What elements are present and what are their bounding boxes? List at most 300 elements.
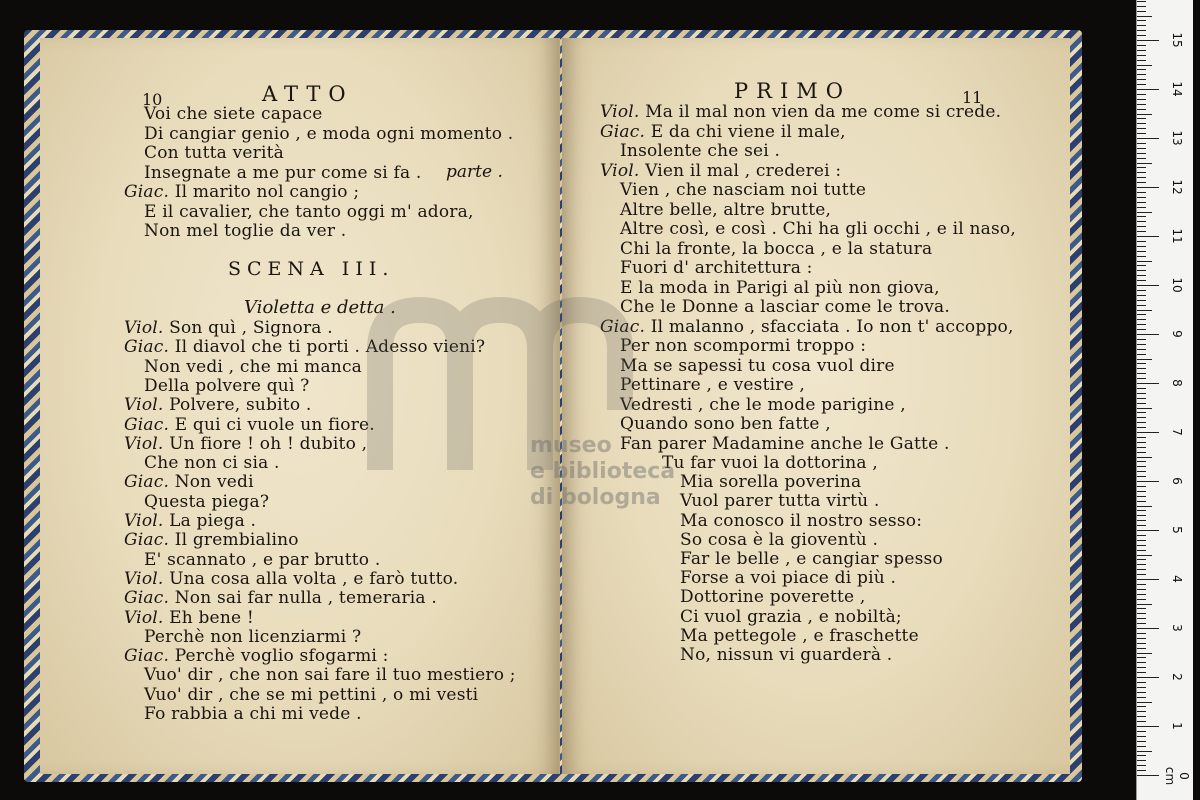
line-text: Polvere, subito . [169, 395, 312, 416]
line-text: Con tutta verità [144, 143, 284, 163]
left-page-number: 10 [142, 90, 163, 109]
ruler-tick [1137, 716, 1146, 717]
speaker-label: Viol. [124, 568, 164, 589]
scene-cast: Violetta e detta . [244, 297, 396, 318]
ruler-tick [1137, 324, 1146, 325]
ruler-tick [1137, 138, 1159, 139]
ruler-tick [1137, 123, 1146, 124]
ruler-tick [1137, 192, 1146, 193]
ruler-tick [1137, 226, 1146, 227]
ruler-tick [1137, 251, 1146, 252]
ruler-tick [1137, 672, 1146, 673]
line-text: Altre belle, altre brutte, [620, 199, 832, 220]
text-line [620, 336, 866, 356]
line-text: Altre così, e così . Chi ha gli occhi , e il naso, [620, 219, 1016, 239]
ruler-tick [1137, 736, 1146, 737]
ruler-tick [1137, 677, 1159, 678]
ruler-tick [1137, 378, 1146, 379]
ruler-tick [1137, 368, 1146, 369]
ruler-tick [1137, 608, 1146, 609]
ruler-tick [1137, 118, 1146, 119]
line-text: Vien , che nasciam noi tutte [620, 180, 867, 200]
ruler-tick [1137, 584, 1146, 585]
ruler-tick [1137, 613, 1146, 614]
ruler-tick [1137, 261, 1152, 262]
text-line [144, 492, 269, 512]
line-text: E il cavalier, che tanto oggi m' adora, [144, 201, 474, 222]
text-line [144, 104, 323, 124]
ruler-tick [1137, 648, 1146, 649]
speaker-label: Viol. [124, 395, 164, 416]
text-line [620, 219, 1016, 239]
line-text: Non mel toglie da ver . [144, 221, 347, 241]
ruler-tick [1137, 25, 1146, 26]
text-line [620, 258, 813, 278]
line-text: Vuo' dir , che non sai fare il tuo mestiero ; [144, 665, 516, 686]
ruler-tick [1137, 60, 1146, 61]
ruler-tick [1137, 599, 1146, 600]
text-line [620, 141, 780, 161]
ruler-tick [1137, 574, 1146, 575]
right-running-head: PRIMO [734, 79, 851, 103]
ruler-tick [1137, 354, 1146, 355]
ruler-tick [1137, 197, 1146, 198]
text-line [124, 182, 359, 202]
ruler-tick [1137, 339, 1146, 340]
ruler-label: 12 [1170, 179, 1184, 195]
text-line [124, 530, 299, 550]
ruler-tick [1137, 408, 1152, 409]
text-line [124, 434, 367, 454]
ruler-tick [1137, 11, 1146, 12]
ruler-tick [1137, 393, 1146, 394]
ruler-tick [1137, 65, 1152, 66]
ruler-tick [1137, 207, 1146, 208]
ruler-tick [1137, 506, 1152, 507]
ruler-tick [1137, 114, 1152, 115]
ruler-tick [1137, 373, 1146, 374]
ruler-tick [1137, 285, 1159, 286]
line-text: La piega . [169, 511, 257, 531]
line-text: Insolente che sei . [620, 141, 781, 161]
line-text: Che non ci sia . [144, 453, 280, 474]
ruler-tick [1137, 172, 1146, 173]
aria-line: Ma pettegole , e fraschette [680, 625, 919, 646]
ruler-tick [1137, 256, 1146, 257]
ruler-tick [1137, 515, 1146, 516]
ruler-tick [1137, 481, 1159, 482]
text-line [144, 143, 284, 163]
ruler-tick [1137, 501, 1146, 502]
ruler-tick [1137, 653, 1152, 654]
ruler-tick [1137, 461, 1146, 462]
line-text: Chi la fronte, la bocca , e la statura [620, 238, 933, 259]
text-line [144, 627, 361, 647]
text-line [124, 569, 458, 589]
line-text: Vuo' dir , che se mi pettini , o mi vesti [144, 684, 479, 705]
ruler-tick [1137, 437, 1146, 438]
ruler-tick [1137, 109, 1146, 110]
ruler-tick [1137, 275, 1146, 276]
ruler-tick [1137, 726, 1159, 727]
text-line [144, 550, 380, 570]
line-text: Fan parer Madamine anche le Gatte . [620, 433, 950, 454]
ruler-tick [1137, 265, 1146, 266]
speaker-label: Viol. [124, 511, 164, 531]
ruler-tick [1137, 510, 1146, 511]
line-text: Ma il mal non vien da me come si crede. [645, 102, 1002, 122]
text-line [620, 395, 906, 415]
ruler-tick [1137, 212, 1152, 213]
line-text: Voi che siete capace [144, 104, 323, 124]
ruler-tick [1137, 457, 1152, 458]
ruler-tick [1137, 319, 1146, 320]
ruler-tick [1137, 79, 1146, 80]
speaker-label: Giac. [124, 472, 170, 493]
line-text: Quando sono ben fatte , [620, 414, 831, 434]
measurement-ruler [1136, 0, 1193, 800]
ruler-tick [1137, 697, 1146, 698]
ruler-tick [1137, 442, 1146, 443]
aria-line: So cosa è la gioventù . [680, 529, 879, 550]
ruler-tick [1137, 202, 1146, 203]
ruler-tick [1137, 427, 1146, 428]
ruler-tick [1137, 344, 1146, 345]
line-text: Vien il mal , crederei : [645, 160, 842, 181]
ruler-tick [1137, 432, 1159, 433]
ruler-tick [1137, 290, 1146, 291]
line-text: Il malanno , sfacciata . Io non t' accoppo, [650, 316, 1014, 337]
ruler-tick [1137, 706, 1146, 707]
ruler-tick [1137, 550, 1146, 551]
ruler-tick [1137, 765, 1146, 766]
text-line [144, 685, 478, 705]
ruler-tick [1137, 158, 1146, 159]
ruler-tick [1137, 491, 1146, 492]
text-line [124, 395, 311, 415]
ruler-tick [1137, 133, 1146, 134]
text-line [620, 180, 866, 200]
stage-direction-parte: parte . [446, 162, 503, 182]
ruler-unit-label: 0 cm [1163, 766, 1191, 786]
watermark-line-2: e biblioteca [530, 459, 676, 484]
right-page-number: 11 [962, 88, 983, 107]
speaker-label: Viol. [124, 433, 164, 454]
ruler-tick [1137, 280, 1146, 281]
ruler-label: 15 [1170, 32, 1184, 48]
aria-line: Dottorine poverette , [680, 587, 866, 608]
text-line [144, 163, 422, 183]
ruler-tick [1137, 447, 1146, 448]
ruler-tick [1137, 349, 1146, 350]
ruler-tick [1137, 564, 1146, 565]
ruler-tick [1137, 305, 1146, 306]
text-line [620, 239, 932, 259]
aria-line: Mia sorella poverina [680, 472, 862, 493]
ruler-tick [1137, 721, 1146, 722]
ruler-tick [1137, 711, 1146, 712]
text-line [620, 200, 831, 220]
ruler-tick [1137, 216, 1146, 217]
line-text: Che le Donne a lasciar come le trova. [620, 297, 950, 317]
speaker-label: Viol. [600, 160, 640, 181]
speaker-label: Giac. [124, 414, 170, 435]
ruler-tick [1137, 104, 1146, 105]
ruler-label: 2 [1170, 673, 1184, 681]
text-line [124, 318, 333, 338]
line-text: Una cosa alla volta , e farò tutto. [169, 568, 459, 589]
aria-line: Far le belle , e cangiar spesso [680, 549, 943, 569]
aria-line: Ci vuol grazia , e nobiltà; [680, 606, 902, 627]
ruler-label: 9 [1170, 330, 1184, 338]
ruler-tick [1137, 74, 1146, 75]
text-line [620, 434, 950, 454]
line-text: Questa piega? [144, 491, 270, 512]
ruler-tick [1137, 417, 1146, 418]
ruler-tick [1137, 221, 1146, 222]
ruler-tick [1137, 755, 1146, 756]
ruler-tick [1137, 770, 1146, 771]
ruler-tick [1137, 422, 1146, 423]
speaker-label: Giac. [124, 530, 170, 551]
line-text: E da chi viene il male, [650, 121, 846, 142]
text-line [144, 376, 310, 396]
ruler-label: 13 [1170, 130, 1184, 146]
left-page [40, 38, 560, 774]
line-text: Perchè non licenziarmi ? [144, 626, 362, 647]
ruler-tick [1137, 702, 1152, 703]
ruler-tick [1137, 403, 1146, 404]
speaker-label: Viol. [600, 102, 640, 122]
line-text: E qui ci vuole un fiore. [174, 414, 375, 435]
ruler-tick [1137, 476, 1146, 477]
ruler-tick [1137, 692, 1146, 693]
aria-line: Tu far vuoi la dottorina , [662, 453, 878, 473]
ruler-tick [1137, 20, 1146, 21]
ruler-tick [1137, 295, 1146, 296]
aria-line: No, nissun vi guarderà . [680, 645, 893, 665]
speaker-label: Viol. [124, 607, 164, 628]
ruler-tick [1137, 1, 1146, 2]
ruler-tick [1137, 359, 1152, 360]
speaker-label: Giac. [124, 588, 170, 609]
ruler-tick [1137, 628, 1159, 629]
text-line [600, 161, 841, 181]
text-line [600, 122, 846, 142]
line-text: Della polvere quì ? [144, 375, 310, 396]
ruler-tick [1137, 643, 1146, 644]
line-text: Perchè voglio sfogarmi : [174, 646, 389, 667]
scene-heading: SCENA III. [228, 258, 395, 280]
text-line [124, 588, 437, 608]
text-line [124, 646, 389, 666]
ruler-tick [1137, 760, 1146, 761]
text-line [144, 202, 474, 222]
ruler-tick [1137, 6, 1146, 7]
ruler-tick [1137, 496, 1146, 497]
text-line [144, 704, 362, 724]
text-line [620, 375, 805, 395]
ruler-tick [1137, 50, 1146, 51]
ruler-tick [1137, 466, 1146, 467]
text-line [124, 608, 254, 628]
ruler-tick [1137, 241, 1146, 242]
ruler-tick [1137, 128, 1146, 129]
ruler-label: 10 [1170, 277, 1184, 293]
ruler-tick [1137, 559, 1146, 560]
ruler-tick [1137, 35, 1146, 36]
ruler-label: 1 [1170, 722, 1184, 730]
watermark-line-1: museo [530, 433, 612, 458]
ruler-tick [1137, 569, 1146, 570]
ruler-tick [1137, 94, 1146, 95]
line-text: Fuori d' architettura : [620, 258, 813, 278]
line-text: Di cangiar genio , e moda ogni momento . [144, 123, 514, 144]
text-line [620, 278, 940, 298]
right-page [562, 38, 1070, 774]
ruler-tick [1137, 471, 1146, 472]
text-line [620, 414, 831, 434]
line-text: E la moda in Parigi al più non giova, [620, 277, 940, 298]
speaker-label: Giac. [600, 316, 646, 337]
text-line [600, 317, 1014, 337]
ruler-tick [1137, 751, 1152, 752]
ruler-label: 8 [1170, 379, 1184, 387]
ruler-tick [1137, 143, 1146, 144]
speaker-label: Giac. [124, 646, 170, 667]
ruler-tick [1137, 579, 1159, 580]
ruler-tick [1137, 662, 1146, 663]
ruler-tick [1137, 300, 1146, 301]
ruler-tick [1137, 594, 1146, 595]
ruler-label: 4 [1170, 575, 1184, 583]
ruler-tick [1137, 555, 1152, 556]
line-text: Vedresti , che le mode parigine , [620, 394, 906, 415]
text-line [124, 511, 256, 531]
ruler-tick [1137, 633, 1146, 634]
ruler-tick [1137, 530, 1159, 531]
ruler-label: 6 [1170, 477, 1184, 485]
ruler-tick [1137, 687, 1146, 688]
line-text: Non sai far nulla , temeraria . [174, 588, 437, 609]
text-line [144, 357, 362, 377]
ruler-tick [1137, 657, 1146, 658]
ruler-tick [1137, 535, 1146, 536]
ruler-tick [1137, 412, 1146, 413]
ruler-tick [1137, 452, 1146, 453]
ruler-tick [1137, 177, 1146, 178]
aria-line: Vuol parer tutta virtù . [680, 491, 880, 512]
ruler-label: 14 [1170, 81, 1184, 97]
line-text: Non vedi [174, 472, 254, 493]
left-running-head: ATTO [262, 82, 354, 106]
line-text: Per non scompormi troppo : [620, 336, 867, 356]
ruler-tick [1137, 329, 1146, 330]
ruler-tick [1137, 314, 1146, 315]
ruler-tick [1137, 682, 1146, 683]
text-line [144, 124, 513, 144]
aria-line: Forse a voi piace di più . [680, 568, 897, 589]
ruler-tick [1137, 40, 1159, 41]
ruler-tick [1137, 388, 1146, 389]
line-text: Fo rabbia a chi mi vede . [144, 704, 362, 724]
ruler-tick [1137, 741, 1146, 742]
line-text: Il grembialino [174, 530, 299, 551]
ruler-tick [1137, 746, 1146, 747]
ruler-tick [1137, 84, 1146, 85]
ruler-tick [1137, 16, 1152, 17]
line-text: Ma se sapessi tu cosa vuol dire [620, 355, 895, 376]
line-text: Il diavol che ti porti . Adesso vieni? [174, 337, 486, 358]
line-text: E' scannato , e par brutto . [144, 549, 381, 570]
text-line [600, 102, 1001, 122]
line-text: Un fiore ! oh ! dubito , [169, 433, 368, 454]
ruler-tick [1137, 383, 1159, 384]
line-text: Il marito nol cangio ; [174, 182, 360, 202]
ruler-tick [1137, 167, 1146, 168]
ruler-tick [1137, 310, 1152, 311]
ruler-tick [1137, 153, 1146, 154]
line-text: Pettinare , e vestire , [620, 375, 806, 395]
text-line [144, 453, 280, 473]
ruler-tick [1137, 334, 1159, 335]
text-line [620, 297, 950, 317]
ruler-label: 5 [1170, 526, 1184, 534]
watermark-line-3: di bologna [530, 485, 661, 510]
ruler-label: 3 [1170, 624, 1184, 632]
text-line [124, 415, 375, 435]
speaker-label: Viol. [124, 318, 164, 338]
ruler-tick [1137, 231, 1146, 232]
text-line [144, 665, 516, 685]
ruler-tick [1137, 45, 1146, 46]
line-text: Non vedi , che mi manca [144, 356, 363, 377]
ruler-tick [1137, 667, 1146, 668]
ruler-tick [1137, 182, 1146, 183]
ruler-tick [1137, 363, 1146, 364]
ruler-tick [1137, 148, 1146, 149]
ruler-tick [1137, 187, 1159, 188]
ruler-label: 11 [1170, 228, 1184, 244]
text-line [124, 472, 254, 492]
aria-line: Ma conosco il nostro sesso: [680, 510, 923, 531]
ruler-tick [1137, 486, 1146, 487]
ruler-tick [1137, 270, 1146, 271]
ruler-tick [1137, 589, 1146, 590]
ruler-tick [1137, 246, 1146, 247]
ruler-tick [1137, 89, 1159, 90]
line-text: Insegnate a me pur come si fa . [144, 162, 422, 183]
ruler-tick [1137, 163, 1152, 164]
ruler-tick [1137, 520, 1146, 521]
line-text: Eh bene ! [169, 607, 254, 628]
ruler-tick [1137, 398, 1146, 399]
ruler-tick [1137, 55, 1146, 56]
speaker-label: Giac. [600, 121, 646, 142]
ruler-tick [1137, 99, 1146, 100]
ruler-tick [1137, 638, 1146, 639]
text-line [144, 221, 346, 241]
text-line [124, 337, 485, 357]
ruler-tick [1137, 525, 1146, 526]
ruler-tick [1137, 775, 1159, 776]
ruler-tick [1137, 618, 1146, 619]
ruler-tick [1137, 604, 1152, 605]
ruler-tick [1137, 623, 1146, 624]
ruler-tick [1137, 30, 1146, 31]
line-text: Son quì , Signora . [169, 318, 333, 338]
ruler-tick [1137, 731, 1146, 732]
